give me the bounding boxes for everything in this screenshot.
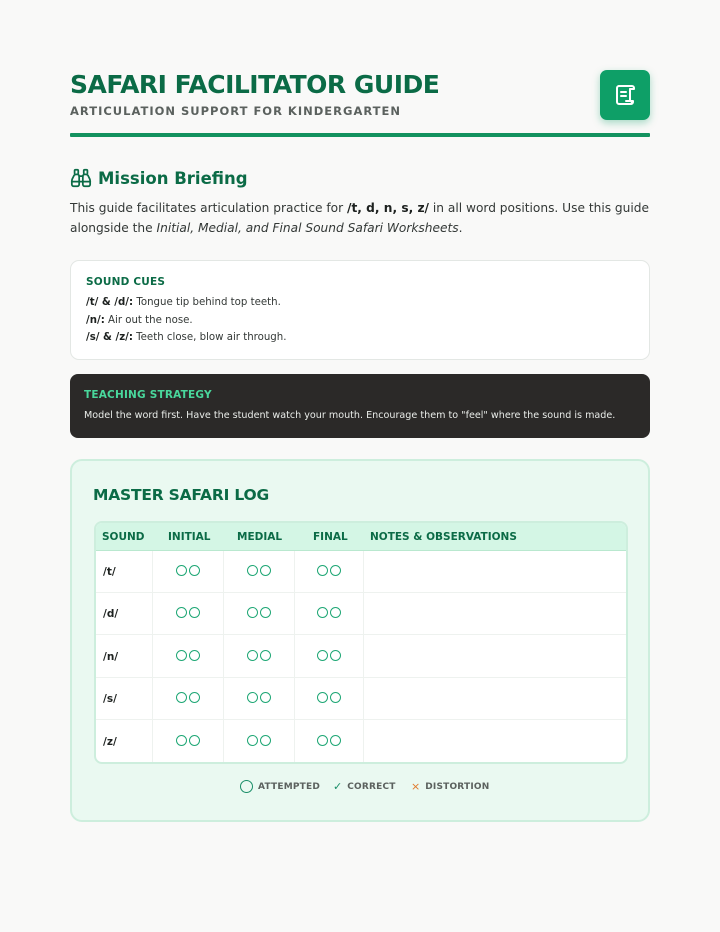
tally-circle-icon[interactable] [330,692,341,703]
tally-circle-icon[interactable] [317,735,328,746]
initial-cell [176,692,200,704]
cue-sound: /t/ & /d/: [86,297,134,308]
tally-circle-icon[interactable] [317,607,328,618]
column-header-initial: INITIAL [168,531,211,543]
mission-text: in all word positions. Use this guide alongside the [70,201,650,235]
tally-circle-icon[interactable] [189,735,200,746]
binoculars-icon [70,167,92,189]
tally-circle-icon[interactable] [189,607,200,618]
master-safari-log [70,459,650,822]
strategy-text: Model the word first. Have the student watch your mouth. Encourage them to "feel" where the sound is made. [84,410,616,421]
column-header-medial: MEDIAL [237,531,283,543]
header-divider [70,133,650,137]
legend-attempted [240,780,320,793]
sound-cell: /z/ [103,735,117,748]
final-cell [317,692,341,704]
tally-circle-icon[interactable] [317,692,328,703]
notes-cell[interactable] [364,551,626,593]
initial-cell [176,650,200,662]
sound-cell: /n/ [103,650,119,663]
log-title: MASTER SAFARI LOG [93,486,269,504]
mission-text: . [458,221,463,235]
tally-circle-icon[interactable] [260,692,271,703]
column-header-notes: NOTES & OBSERVATIONS [370,531,517,543]
circle-icon [240,780,253,793]
tally-circle-icon[interactable] [260,650,271,661]
tally-circle-icon[interactable] [260,565,271,576]
sound-cell: /d/ [103,608,119,621]
table-row [96,678,626,720]
cue-item [86,297,281,308]
tally-circle-icon[interactable] [189,565,200,576]
cue-item [86,315,193,326]
table-row [96,551,626,593]
tally-circle-icon[interactable] [189,650,200,661]
medial-cell [247,692,271,704]
tally-circle-icon[interactable] [247,692,258,703]
final-cell [317,650,341,662]
column-header-sound: SOUND [102,531,145,543]
tally-circle-icon[interactable] [260,735,271,746]
mission-text: This guide facilitates articulation practice for [70,201,348,215]
legend-label: CORRECT [347,781,396,792]
legend-correct [333,780,396,793]
medial-cell [247,607,271,619]
table-row [96,721,626,763]
cue-sound: /s/ & /z/: [86,332,133,343]
sound-cell: /t/ [103,566,116,578]
initial-cell [176,735,200,747]
tally-circle-icon[interactable] [247,607,258,618]
check-icon: ✓ [333,780,343,793]
legend-distortion [411,780,490,793]
sound-cues-card [70,260,650,360]
table-row [96,593,626,635]
initial-cell [176,565,200,577]
page-title: SAFARI FACILITATOR GUIDE [70,70,440,99]
tally-circle-icon[interactable] [330,565,341,576]
header [70,68,650,138]
tally-circle-icon[interactable] [260,607,271,618]
tally-circle-icon[interactable] [247,650,258,661]
legend-label: ATTEMPTED [258,781,321,792]
cue-text: Tongue tip behind top teeth. [133,297,281,308]
table-header [96,523,626,551]
column-header-final: FINAL [313,531,348,543]
cue-text: Teeth close, blow air through. [132,332,287,343]
page-subtitle: ARTICULATION SUPPORT FOR KINDERGARTEN [70,104,402,118]
legend [72,780,648,796]
tally-circle-icon[interactable] [330,650,341,661]
log-table [94,521,628,764]
final-cell [317,735,341,747]
notes-cell[interactable] [364,721,626,763]
x-icon: × [411,780,421,793]
worksheets-title: Initial, Medial, and Final Sound Safari Worksheets [156,221,459,235]
mission-paragraph [70,198,650,238]
tally-circle-icon[interactable] [189,692,200,703]
tally-circle-icon[interactable] [317,650,328,661]
mission-heading [70,166,248,190]
tally-circle-icon[interactable] [176,565,187,576]
initial-cell [176,607,200,619]
cue-item [86,332,286,343]
tally-circle-icon[interactable] [330,735,341,746]
notes-cell[interactable] [364,636,626,678]
medial-cell [247,565,271,577]
tally-circle-icon[interactable] [176,692,187,703]
teaching-strategy-card [70,374,650,438]
medial-cell [247,735,271,747]
target-sounds: /t, d, n, s, z/ [347,201,429,215]
table-row [96,636,626,678]
tally-circle-icon[interactable] [176,650,187,661]
strategy-label: TEACHING STRATEGY [84,389,212,401]
tally-circle-icon[interactable] [330,607,341,618]
scroll-icon [600,70,650,120]
tally-circle-icon[interactable] [317,565,328,576]
cue-sound: /n/: [86,315,105,326]
sound-cues-label: SOUND CUES [86,276,166,288]
medial-cell [247,650,271,662]
notes-cell[interactable] [364,678,626,720]
tally-circle-icon[interactable] [176,607,187,618]
cue-text: Air out the nose. [104,315,193,326]
final-cell [317,565,341,577]
legend-label: DISTORTION [425,781,490,792]
tally-circle-icon[interactable] [176,735,187,746]
tally-circle-icon[interactable] [247,735,258,746]
mission-title: Mission Briefing [98,168,248,188]
final-cell [317,607,341,619]
sound-cell: /s/ [103,693,117,706]
notes-cell[interactable] [364,593,626,635]
tally-circle-icon[interactable] [247,565,258,576]
